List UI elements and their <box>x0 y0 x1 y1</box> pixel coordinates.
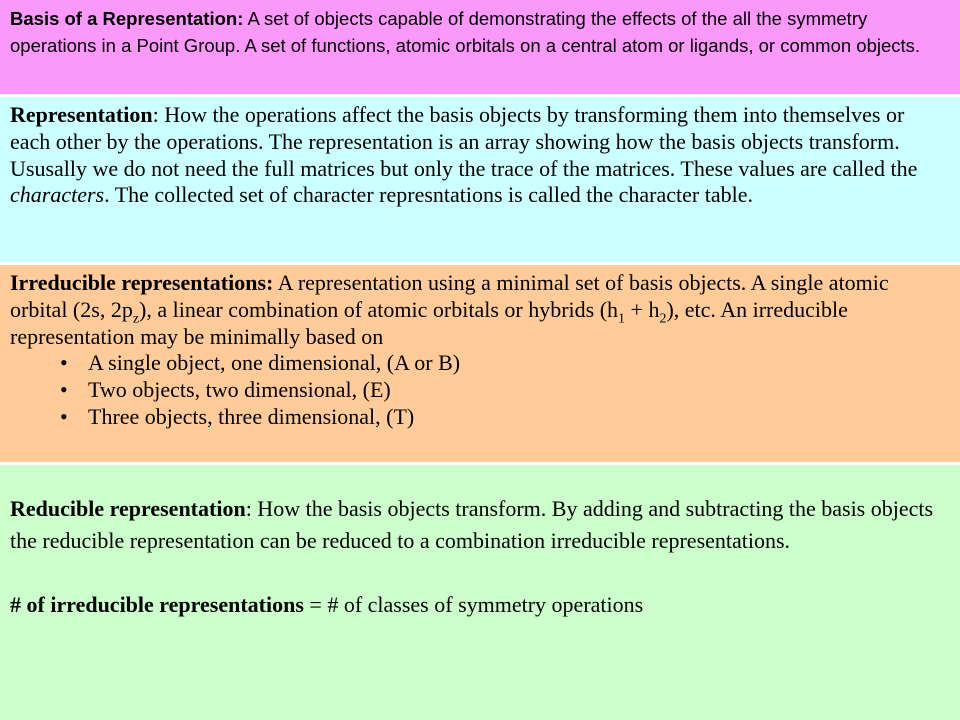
irreducible-text-part-4: ), etc. An irreducible representation may be minimally based on <box>10 296 848 349</box>
irreducible-paragraph <box>10 270 950 350</box>
representation-definition-box <box>0 97 960 262</box>
rule-term: # of irreducible representations <box>10 592 304 617</box>
reducible-paragraph <box>10 493 950 557</box>
rule-text: = # of classes of symmetry operations <box>303 592 644 617</box>
bullet-three-dimensional: • Three objects, three dimensional, (T) <box>60 404 950 431</box>
paragraph-gap <box>10 557 950 589</box>
irreducible-text-part-2: ), a linear combination of atomic orbitals or hybrids (h <box>139 296 619 322</box>
irreducible-text-part-1: A representation using a minimal set of basis objects. A single atomic orbital (2s, 2p <box>10 270 889 322</box>
basis-term: Basis of a Representation: <box>10 8 244 29</box>
irreducible-term: Irreducible representations: <box>10 270 274 295</box>
characters-emphasis: characters <box>10 182 105 208</box>
irreducible-text-part-3: + h <box>625 296 660 322</box>
bullet-one-dimensional: • A single object, one dimensional, (A or B) <box>60 350 950 377</box>
representation-term: Representation <box>10 102 153 127</box>
reducible-term: Reducible representation <box>10 496 246 521</box>
subscript-1: 1 <box>618 311 626 327</box>
bullet-two-dimensional: • Two objects, two dimensional, (E) <box>60 377 950 404</box>
representation-paragraph <box>10 102 950 209</box>
irreducible-count-rule <box>10 589 950 621</box>
subscript-2: 2 <box>659 311 667 327</box>
basis-paragraph <box>10 6 950 59</box>
irreducible-definition-box <box>0 265 960 462</box>
basis-definition-text: A set of objects capable of demonstrating the effects of the all the symmetry operations in a Point Group. A set of functions, atomic orbitals on a central atom or ligands, or common objects. <box>10 8 921 56</box>
dimension-bullet-list <box>10 350 950 430</box>
subscript-z: z <box>132 311 140 327</box>
basis-definition-box <box>0 0 960 94</box>
reducible-definition-box <box>0 465 960 720</box>
representation-text-part-2: . The collected set of character represntations is called the character table. <box>104 182 753 208</box>
representation-text-part-1: : How the operations affect the basis objects by transforming them into themselves or each other by the operations. The representation is an array showing how the basis objects transform. Ususally we do not need the full matrices but only the trace of the matrices. These values are called the <box>10 102 918 181</box>
reducible-text: : How the basis objects transform. By adding and subtracting the basis objects the reducible representation can be reduced to a combination irreducible representations. <box>10 496 934 553</box>
